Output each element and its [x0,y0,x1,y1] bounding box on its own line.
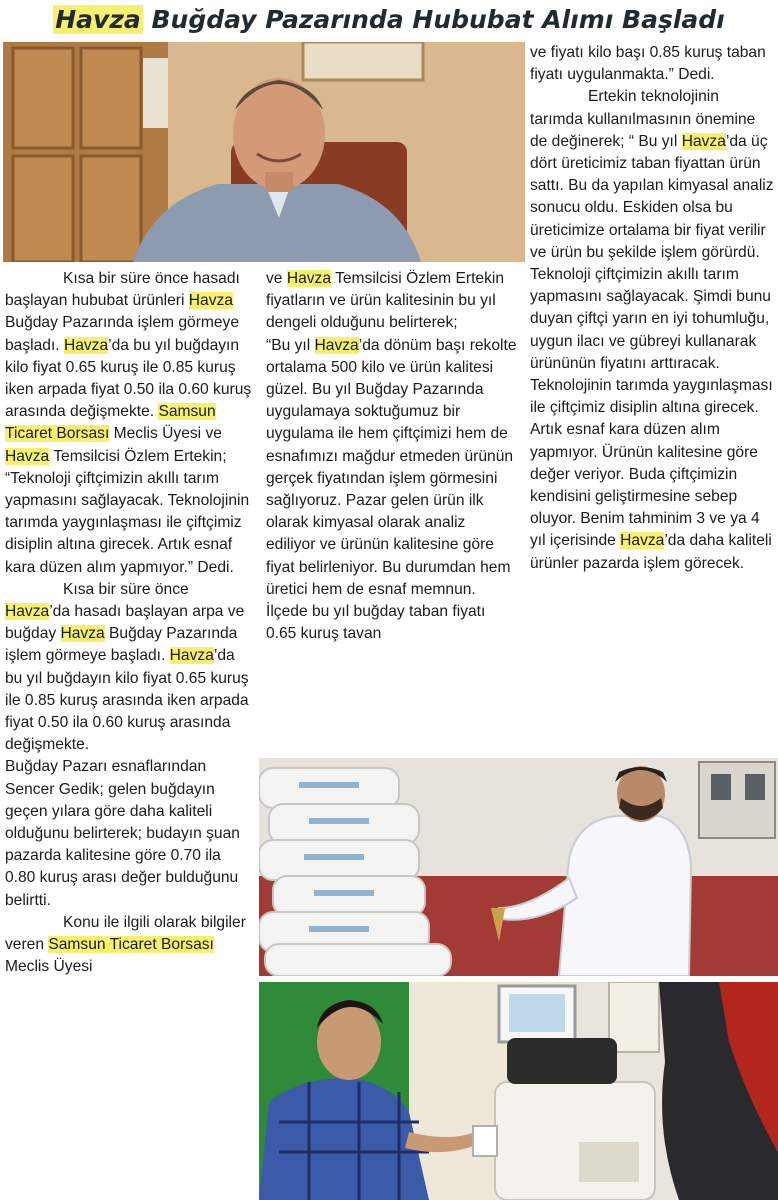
highlight-havza: Havza [169,647,214,665]
text-run: ’da bu yıl buğdayın kilo fiyat 0.65 kuruş ile 0.85 kuruş iken arpada fiyat 0.50 ila 0.60 kuruş arasında değişmekte. [5,336,252,421]
highlight-havza: Havza [5,447,50,465]
col2-paragraph-2 [266,335,518,646]
column-3 [530,42,776,575]
grain-sacks-photo [259,758,778,976]
headline-highlight: Havza [55,5,141,34]
text-run: ’da dönüm başı rekolte ortalama 500 kilo ve ürün kalitesi güzel. Bu yıl Buğday Pazarında uygulamaya soktuğumuz bir uygulama ile hem çiftçimizi hem de esnafımızı mağdur etmeden ürünün gerçek fiyatından işlem görmesini sağlıyoruz. Pazar gelen ürün ilk olarak kimyasal olarak analiz ediliyor ve ürünün kalitesine göre fiyat belirleniyor. Bu durumdan hem üretici hem de esnaf memnun. İlçede bu yıl buğday taban fiyatı 0.65 kuruş tavan [266,336,517,643]
text-run: Konu ile ilgili olarak bilgiler veren [5,913,246,954]
portrait-photo [3,42,525,262]
col1-paragraph-4 [5,912,253,979]
text-run: “Bu yıl [266,336,315,354]
column-2 [266,268,518,645]
text-run: ’da hasadı başlayan arpa ve buğday [5,603,245,643]
grain-analysis-image [259,982,778,1200]
grain-analysis-photo [259,982,778,1200]
col2-paragraph-1 [266,268,518,335]
highlight-borsa: Samsun Ticaret Borsası [48,936,214,954]
text-run: ’da bu yıl buğdayın kilo fiyat 0.65 kuruş ile 0.85 kuruş arasında iken arpada fiyat 0.50 ila 0.60 kuruş arasında değişmekte. [5,647,249,754]
highlight-havza: Havza [620,532,665,550]
text-run: Meclis Üyesi [5,958,93,976]
highlight-havza: Havza [681,132,726,150]
col3-paragraph-1: ve fiyatı kilo başı 0.85 kuruş taban fiyatı uygulanmakta.” Dedi. [530,44,766,84]
text-run: Buğday Pazarında işlem görmeye başladı. [5,314,240,354]
text-run: Kısa bir süre önce [63,580,189,598]
text-run: Buğday Pazarında işlem görmeye başladı. [5,625,238,665]
text-run: Kısa bir süre önce hasadı başlayan hububat ürünleri [5,270,240,310]
highlight-havza: Havza [63,336,109,354]
column-1 [5,268,253,979]
headline [0,0,778,40]
text-run: Meclis Üyesi ve [109,425,222,443]
grain-sacks-image [259,758,778,976]
highlight-havza: Havza [188,292,233,310]
text-run: Temsilcisi Özlem Ertekin; “Teknoloji çiftçimizin akıllı tarım yapmasını sağlayacak. Teknolojinin tarımda yaygınlaşması ile çiftçimiz disiplin altına girecek. Artık esnaf kara düzen alım yapmıyor.” Dedi. [5,447,250,576]
col1-paragraph-2 [5,579,253,757]
col1-paragraph-3: Buğday Pazarı esnaflarından Sencer Gedik; gelen buğdayın geçen yılara göre daha kaliteli olduğunu belirterek; budayın şuan pazarda kalitesine göre 0.70 ila 0.80 kuruş arası değer bulduğunu belirtti. [5,758,240,909]
text-run: Temsilcisi Özlem Ertekin fiyatların ve ürün kalitesinin bu yıl dengeli olduğunu belirterek; [266,270,505,332]
highlight-havza: Havza [286,270,332,287]
headline-text: Buğday Pazarında Hububat Alımı Başladı [151,5,725,34]
col1-paragraph-1 [5,268,253,579]
text-run: ve [266,270,287,287]
text-run: ’da daha kaliteli ürünler pazarda işlem görecek. [530,532,772,572]
portrait-image [3,42,525,262]
highlight-havza: Havza [5,603,50,621]
text-run: ’da üç dört üreticimiz taban fiyattan ürün sattı. Bu da yapılan kimyasal analiz sonucu oldu. Eskiden olsa bu üreticimize ortalama bir fiyat verilir ve ürün bu şekilde işlem görürdü. Teknoloji çiftçimizin akıllı tarım yapmasını sağlayacak. Şimdi bunu duyan çiftçi yarın en iyi tohumluğu, uygun ilacı ve gübreyi kullanarak ürününün fiyatını arttıracak. Teknolojinin tarımda yaygınlaşması ile çiftçimiz disiplin altına girecek. Artık esnaf kara düzen alım yapmıyor. Ürünün kalitesine göre değer veriyor. Buda çiftçimizin kendisini geliştirmesine sebep oluyor. Benim tahminim 3 ve ya 4 yıl içerisinde [530,132,774,550]
text-run: Ertekin teknolojinin tarımda kullanılmasının önemine de değinerek; “ Bu yıl [530,88,756,150]
highlight-havza: Havza [60,625,105,643]
col3-paragraph-2 [530,86,776,574]
highlight-borsa: Samsun Ticaret Borsası [5,403,216,443]
highlight-havza: Havza [314,336,359,354]
